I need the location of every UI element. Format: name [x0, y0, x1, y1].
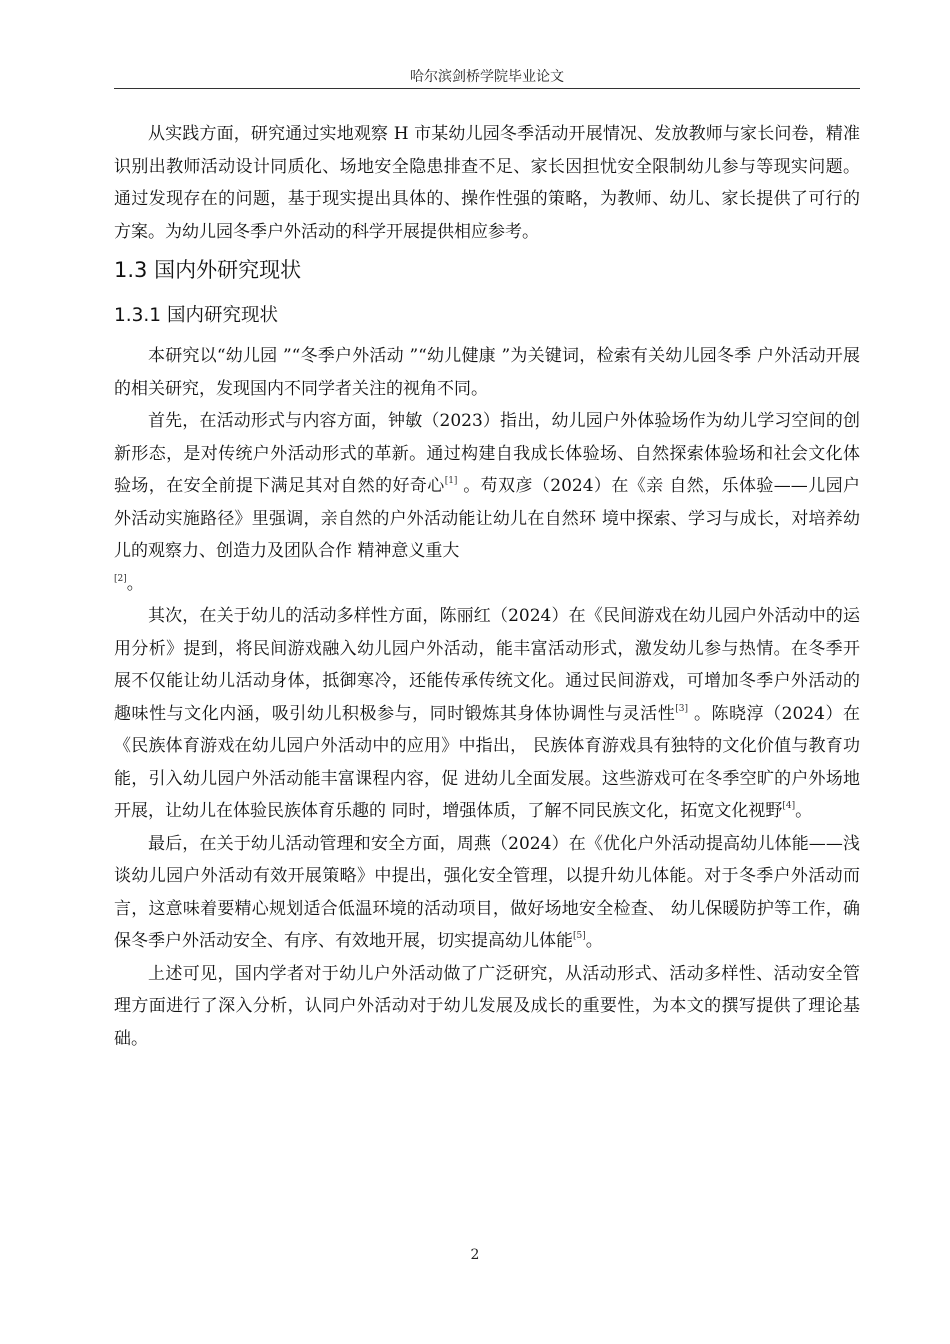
paragraph-activity-form	[114, 405, 860, 600]
paragraph-text: 首先，在活动形式与内容方面，钟敏（2023）指出，幼儿园户外体验场作为幼儿学习空间的创新形态，是对传统户外活动形式的革新。通过构建自我成长体验场、自然探索体验场和社会文化体验场，在安全前提下满足其对自然的好奇心	[114, 411, 860, 496]
paragraph-diversity	[114, 600, 860, 828]
paragraph-summary: 上述可见，国内学者对于幼儿户外活动做了广泛研究，从活动形式、活动多样性、活动安全管理方面进行了深入分析，认同户外活动对于幼儿发展及成长的重要性，为本文的撰写提供了理论基础。	[114, 963, 860, 1049]
paragraph-text: 。	[795, 801, 813, 821]
paragraph-text: 。苟双彦（2024）在《亲 自然，乐体验——儿园户外活动实施路径》里强调，亲自然的户外活动能让幼儿在自然环 境中探索、学习与成长，对培养幼儿的观察力、创造力及团队合作 精神意义重大	[114, 476, 860, 561]
paragraph-text: 其次，在关于幼儿的活动多样性方面，陈丽红（2024）在《民间游戏在幼儿园户外活动中的运用分析》提到，将民间游戏融入幼儿园户外活动，能丰富活动形式，激发幼儿参与热情。在冬季开展不仅能让幼儿活动身体，抵御寒冷，还能传承传统文化。通过民间游戏，可增加冬季户外活动的趣味性与文化内涵，吸引幼儿积极参与，同时锻炼其身体协调性与灵活性	[114, 606, 860, 724]
page-content	[114, 118, 860, 1055]
citation-ref-4: [4]	[782, 801, 796, 811]
paragraph-text: 。	[585, 931, 603, 951]
paragraph-safety	[114, 828, 860, 958]
citation-ref-5: [5]	[573, 931, 586, 941]
page-header: 哈尔滨剑桥学院毕业论文	[410, 69, 564, 85]
paragraph-keywords: 本研究以“幼儿园 ”“冬季户外活动 ”“幼儿健康 ”为关键词，检索有关幼儿园冬季 户外活动开展的相关研究，发现国内不同学者关注的视角不同。	[114, 346, 860, 399]
citation-ref-3: [3]	[675, 703, 689, 714]
citation-ref-1: [1]	[444, 476, 458, 486]
citation-ref-2: [2]	[114, 573, 127, 584]
paragraph-text: 最后，在关于幼儿活动管理和安全方面，周燕（2024）在《优化户外活动提高幼儿体能——浅谈幼儿园户外活动有效开展策略》中提出，强化安全管理，以提升幼儿体能。对于冬季户外活动而言，这意味着要精心规划适合低温环境的活动项目，做好场地安全检查、 幼儿保暖防护等工作，确保冬季户外活动安全、有序、有效地开展，切实提高幼儿体能	[114, 833, 860, 951]
section-heading-1-3: 1.3 国内外研究现状	[114, 258, 302, 282]
section-heading-1-3-1: 1.3.1 国内研究现状	[114, 305, 278, 326]
page-number: 2	[470, 1247, 480, 1263]
paragraph-text: 。陈晓淳（2024）在《民族体育游戏在幼儿园户外活动中的应用》中指出， 民族体育游戏具有独特的文化价值与教育功能，引入幼儿园户外活动能丰富课程内容，促 进幼儿全面发展。这些游戏可在冬季空旷的户外场地开展，让幼儿在体验民族体育乐趣的 同时，增强体质，了解不同民族文化，拓宽文化视野	[114, 703, 860, 821]
paragraph-practice: 从实践方面，研究通过实地观察 H 市某幼儿园冬季活动开展情况、发放教师与家长问卷，精准识别出教师活动设计同质化、场地安全隐患排查不足、家长因担忧安全限制幼儿参与等现实问题。通过发现存在的问题，基于现实提出具体的、操作性强的策略，为教师、幼儿、家长提供了可行的方案。为幼儿园冬季户外活动的科学开展提供相应参考。	[114, 124, 860, 242]
paragraph-text: 。	[126, 573, 144, 594]
header-rule	[114, 88, 860, 89]
